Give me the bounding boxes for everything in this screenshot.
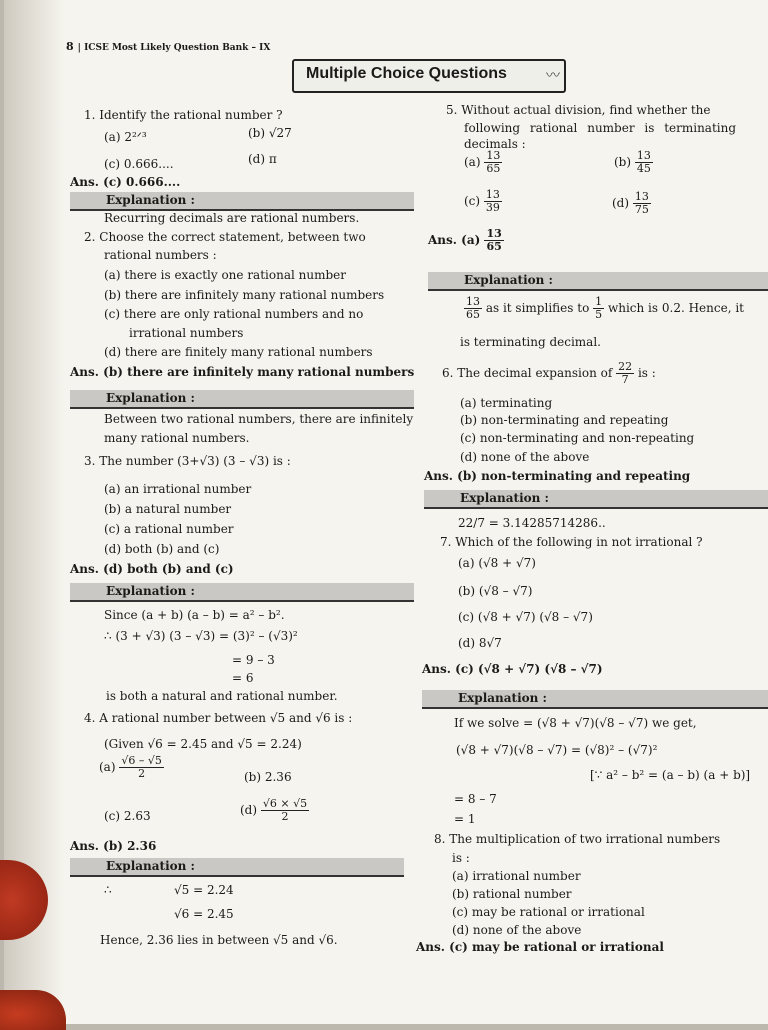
question-6-text: 6. The decimal expansion of	[442, 366, 613, 380]
q7-option-d: (d) 8√7	[458, 636, 502, 650]
q4-option-d-fraction	[261, 798, 309, 823]
q1-option-b: (b) √27	[248, 126, 292, 140]
running-header: 8 | ICSE Most Likely Question Bank – IX	[66, 40, 271, 53]
q5-option-c	[464, 189, 502, 214]
q6-explanation-bar	[424, 490, 768, 509]
q4-explanation-1: √5 = 2.24	[174, 883, 234, 897]
fraction-denominator: 39	[485, 201, 500, 214]
fraction-numerator: 13	[485, 188, 500, 201]
question-2-cont: rational numbers :	[104, 248, 217, 262]
q7-explanation-bar	[422, 690, 768, 709]
q5-option-d	[612, 191, 651, 216]
section-title: Multiple Choice Questions	[306, 65, 507, 82]
q7-explanation-identity: [∵ a² – b² = (a – b) (a + b)]	[590, 768, 751, 782]
q3-option-b: (b) a natural number	[104, 502, 232, 516]
question-1: 1. Identify the rational number ?	[84, 108, 283, 122]
q4-option-c: (c) 2.63	[104, 809, 151, 823]
fraction-numerator: √6 × √5	[262, 797, 308, 810]
q5-explanation-2: is terminating decimal.	[460, 335, 601, 349]
q2-explanation-cont: many rational numbers.	[104, 431, 250, 445]
explanation-label: Explanation :	[458, 691, 547, 705]
section-title-box	[292, 59, 566, 93]
explanation-label: Explanation :	[460, 491, 549, 505]
q3-explanation-2: ∴ (3 + √3) (3 – √3) = (3)² – (√3)²	[104, 629, 298, 643]
question-6	[442, 361, 656, 386]
question-3: 3. The number (3+√3) (3 – √3) is :	[84, 454, 291, 468]
explanation-label: Explanation :	[106, 859, 195, 873]
q5-option-b-label: (b)	[614, 155, 632, 169]
fraction-denominator: 65	[486, 240, 502, 253]
question-5-cont: following rational number is terminating	[464, 121, 737, 135]
fraction-denominator: 65	[486, 162, 501, 175]
q5-exp-fraction-1	[464, 296, 482, 321]
q7-option-a: (a) (√8 + √7)	[458, 556, 536, 570]
q6-option-d: (d) none of the above	[460, 450, 590, 464]
swirl-icon: 〰	[546, 68, 560, 84]
q3-explanation-bar	[70, 583, 414, 602]
q3-option-a: (a) an irrational number	[104, 482, 252, 496]
question-5: 5. Without actual division, find whether the	[446, 103, 711, 117]
q8-answer: Ans. (c) may be rational or irrational	[416, 940, 664, 954]
q2-option-c-cont: irrational numbers	[129, 326, 244, 340]
q5-option-c-label: (c)	[464, 194, 481, 208]
q5-option-c-fraction	[484, 189, 502, 214]
q2-option-d: (d) there are finitely many rational numbers	[104, 345, 373, 359]
q7-explanation-3: = 8 – 7	[454, 792, 497, 806]
q3-explanation-1: Since (a + b) (a – b) = a² – b².	[104, 608, 285, 622]
q8-option-a: (a) irrational number	[452, 869, 581, 883]
question-7: 7. Which of the following in not irrational ?	[440, 535, 703, 549]
q5-option-d-label: (d)	[612, 196, 630, 210]
fraction-numerator: 13	[486, 149, 501, 162]
q2-option-c: (c) there are only rational numbers and no	[104, 307, 364, 321]
q4-option-a-label: (a)	[99, 760, 116, 774]
q1-answer: Ans. (c) 0.666....	[70, 175, 181, 189]
q8-option-c: (c) may be rational or irrational	[452, 905, 645, 919]
q6-explanation: 22/7 = 3.14285714286..	[458, 516, 606, 530]
q5-answer-fraction	[484, 228, 503, 253]
q7-option-b: (b) (√8 – √7)	[458, 584, 533, 598]
q6-answer: Ans. (b) non-terminating and repeating	[424, 469, 691, 483]
q7-explanation-2: (√8 + √7)(√8 – √7) = (√8)² – (√7)²	[456, 743, 658, 757]
q5-exp-text-2: which is 0.2. Hence, it	[607, 301, 744, 315]
q1-option-a: (a) 2²ᐟ³	[104, 130, 147, 144]
question-8-cont: is :	[452, 851, 470, 865]
q1-option-c: (c) 0.666....	[104, 157, 174, 171]
q4-answer: Ans. (b) 2.36	[70, 839, 157, 853]
q3-option-d: (d) both (b) and (c)	[104, 542, 220, 556]
q6-option-a: (a) terminating	[460, 396, 553, 410]
explanation-label: Explanation :	[464, 273, 553, 287]
q6-option-b: (b) non-terminating and repeating	[460, 413, 669, 427]
q6-option-c: (c) non-terminating and non-repeating	[460, 431, 695, 445]
explanation-label: Explanation :	[106, 193, 195, 207]
q4-option-a	[99, 755, 164, 780]
question-2: 2. Choose the correct statement, between two	[84, 230, 366, 244]
q6-fraction	[616, 361, 634, 386]
q2-explanation-bar	[70, 390, 414, 409]
q5-option-b-fraction	[635, 150, 653, 175]
q7-option-c: (c) (√8 + √7) (√8 – √7)	[458, 610, 593, 624]
q5-answer-label: Ans. (a)	[428, 233, 481, 247]
fraction-numerator: 22	[618, 360, 633, 373]
fraction-denominator: 75	[634, 203, 649, 216]
q7-explanation-1: If we solve = (√8 + √7)(√8 – √7) we get,	[454, 716, 697, 730]
q1-option-d: (d) π	[248, 152, 277, 166]
q4-explanation-bar	[70, 858, 404, 877]
fraction-numerator: 13	[636, 149, 651, 162]
q8-option-b: (b) rational number	[452, 887, 572, 901]
fraction-denominator: 65	[466, 308, 480, 321]
q3-explanation-3: = 9 – 3	[232, 653, 275, 667]
fraction-denominator: 2	[138, 767, 146, 780]
q4-option-a-fraction	[119, 755, 164, 780]
fraction-denominator: 45	[636, 162, 651, 175]
question-4: 4. A rational number between √5 and √6 is :	[84, 711, 353, 725]
q2-option-b: (b) there are infinitely many rational numbers	[104, 288, 385, 302]
book-title: ICSE Most Likely Question Bank – IX	[84, 43, 271, 53]
q2-answer: Ans. (b) there are infinitely many rational numbers	[70, 365, 415, 379]
q5-exp-fraction-2	[593, 296, 604, 321]
q5-option-b	[614, 150, 653, 175]
q3-explanation-5: is both a natural and rational number.	[106, 689, 338, 703]
fraction-numerator: 13	[466, 295, 480, 308]
q1-explanation: Recurring decimals are rational numbers.	[104, 211, 360, 225]
explanation-label: Explanation :	[106, 584, 195, 598]
q4-option-d	[240, 798, 309, 823]
book-page	[4, 0, 768, 1024]
q5-answer	[428, 228, 504, 253]
q4-explanation-2: √6 = 2.45	[174, 907, 234, 921]
q8-option-d: (d) none of the above	[452, 923, 582, 937]
q2-option-a: (a) there is exactly one rational number	[104, 268, 346, 282]
q3-answer: Ans. (d) both (b) and (c)	[70, 562, 234, 576]
q5-option-a	[464, 150, 502, 175]
q7-answer: Ans. (c) (√8 + √7) (√8 – √7)	[422, 662, 603, 676]
fraction-numerator: 13	[486, 227, 502, 240]
q3-option-c: (c) a rational number	[104, 522, 234, 536]
question-4-given: (Given √6 = 2.45 and √5 = 2.24)	[104, 737, 302, 751]
q7-explanation-4: = 1	[454, 812, 476, 826]
q5-option-a-fraction	[484, 150, 502, 175]
q2-explanation: Between two rational numbers, there are infinitely	[104, 412, 414, 426]
question-5-cont2: decimals :	[464, 137, 526, 151]
q3-explanation-4: = 6	[232, 671, 254, 685]
q5-option-d-fraction	[633, 191, 651, 216]
q5-exp-text-1: as it simplifies to	[485, 301, 590, 315]
q4-option-d-label: (d)	[240, 803, 258, 817]
q5-option-a-label: (a)	[464, 155, 481, 169]
explanation-label: Explanation :	[106, 391, 195, 405]
fraction-denominator: 7	[621, 373, 629, 386]
fraction-denominator: 2	[281, 810, 289, 823]
fraction-numerator: 1	[595, 295, 603, 308]
q5-explanation-bar	[428, 272, 768, 291]
question-8: 8. The multiplication of two irrational numbers	[434, 832, 721, 846]
q4-therefore: ∴	[104, 883, 112, 897]
page-number: 8	[66, 40, 74, 53]
fraction-numerator: √6 – √5	[121, 754, 162, 767]
fraction-numerator: 13	[634, 190, 649, 203]
q4-option-b: (b) 2.36	[244, 770, 292, 784]
question-6-tail: is :	[637, 366, 656, 380]
q5-explanation-1	[464, 296, 744, 321]
fraction-denominator: 5	[595, 308, 603, 321]
q4-explanation-3: Hence, 2.36 lies in between √5 and √6.	[100, 933, 338, 947]
